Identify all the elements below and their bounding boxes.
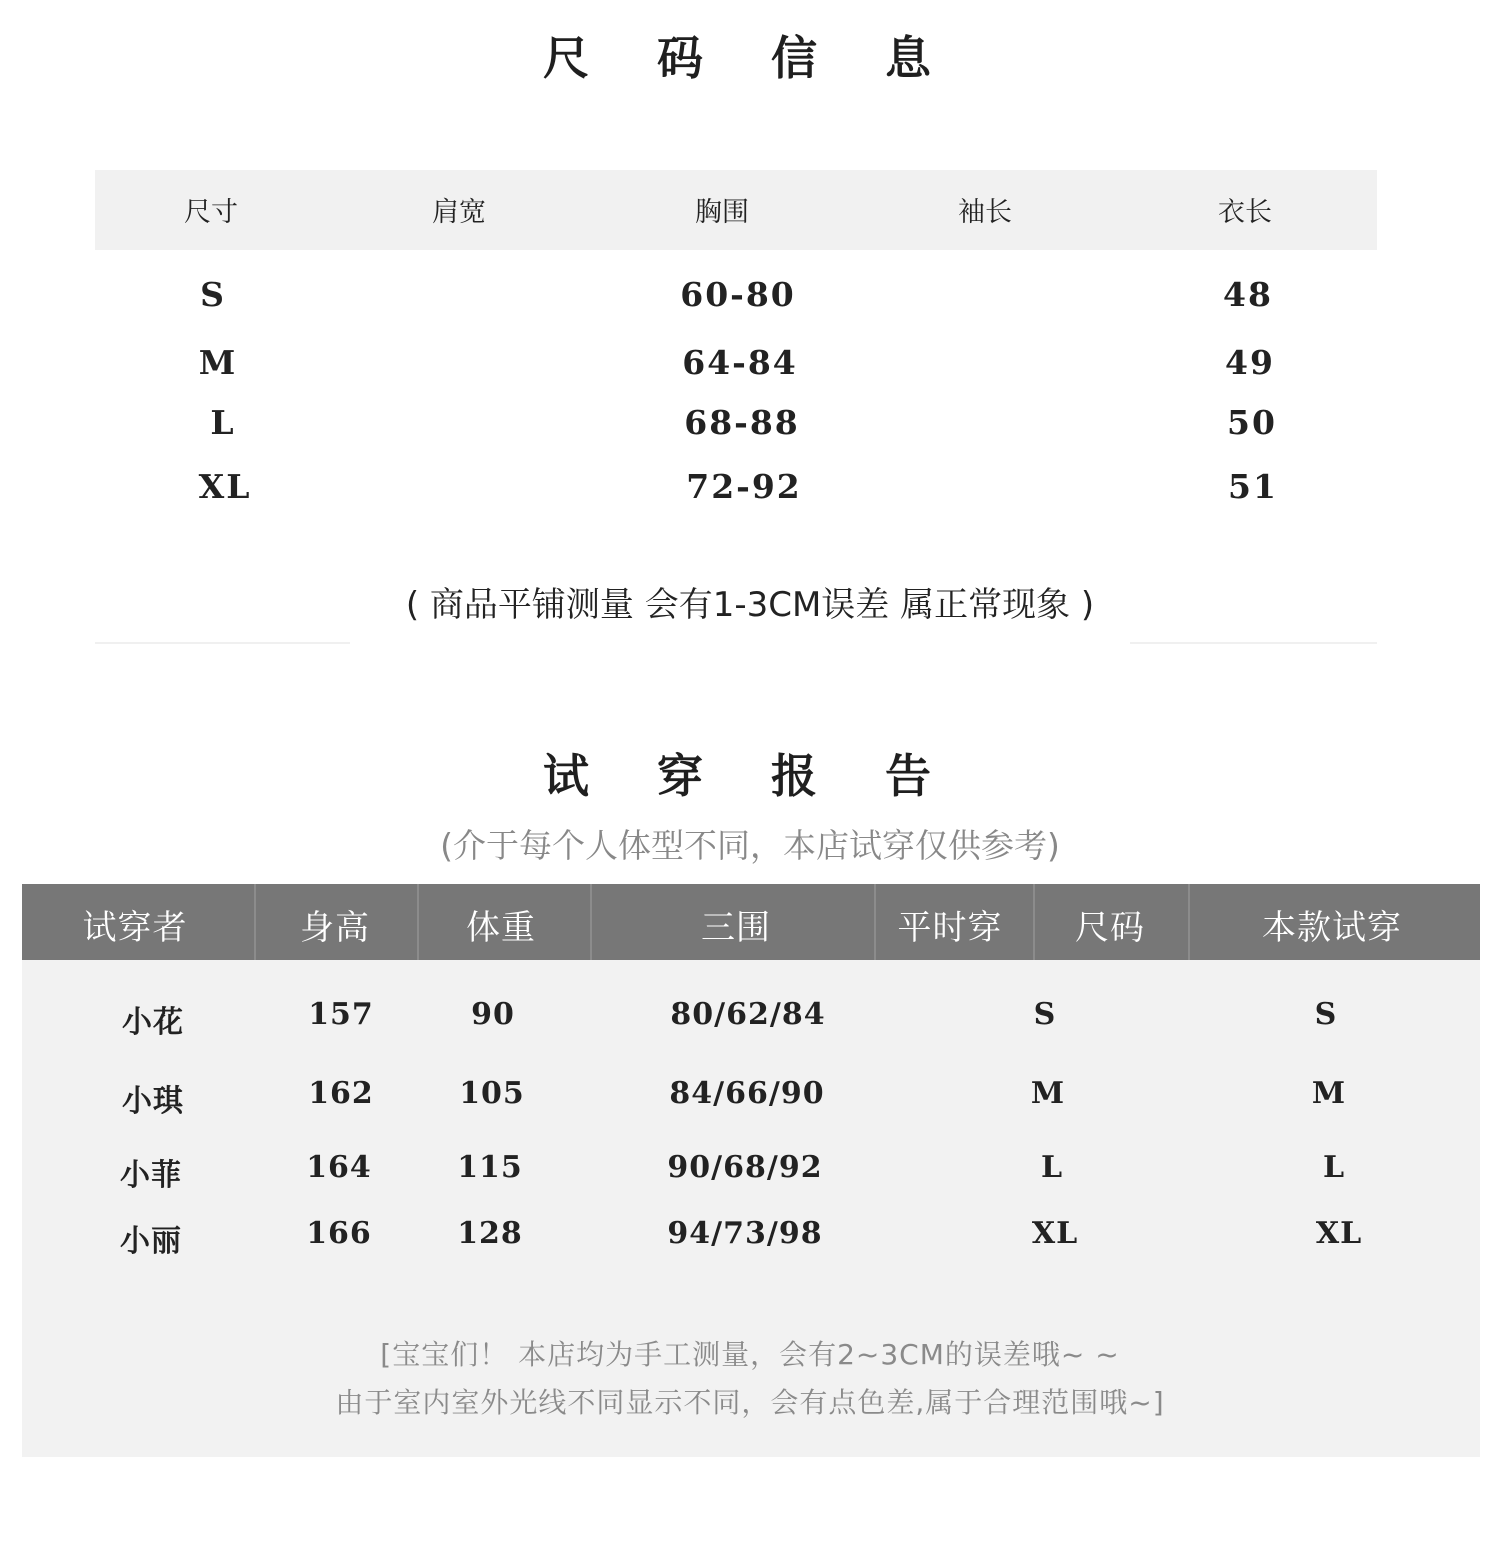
trial-row-measurements: 90/68/92 — [667, 1150, 823, 1185]
header-divider — [254, 884, 256, 960]
header-divider — [590, 884, 592, 960]
header-divider — [874, 884, 876, 960]
trial-row-size: XL — [1031, 1216, 1079, 1251]
size-row-size: M — [198, 343, 238, 382]
size-row-chest: 68-88 — [684, 403, 800, 442]
trial-report-subtitle: (介于每个人体型不同，本店试穿仅供参考) — [440, 826, 1060, 865]
size-row-length: 50 — [1227, 403, 1277, 442]
trial-row-size: L — [1040, 1150, 1064, 1185]
size-row-chest: 72-92 — [686, 467, 802, 506]
trial-row-weight: 128 — [457, 1216, 523, 1251]
trial-row-trial: S — [1314, 997, 1338, 1032]
size-info-title: 尺 码 信 息 — [542, 31, 958, 85]
trial-note-line2: 由于室内室外光线不同显示不同，会有点色差,属于合理范围哦~] — [335, 1386, 1165, 1419]
trial-header-measurements: 三围 — [701, 908, 771, 948]
size-header-sleeve: 袖长 — [958, 197, 1012, 228]
size-header-size: 尺寸 — [184, 197, 238, 228]
size-header-shoulder: 肩宽 — [432, 197, 486, 228]
trial-report-title: 试 穿 报 告 — [542, 749, 958, 803]
trial-row-weight: 105 — [459, 1076, 525, 1111]
trial-row-size: M — [1030, 1076, 1066, 1111]
trial-header-tester: 试穿者 — [82, 908, 188, 948]
size-row-size: S — [200, 275, 226, 314]
size-row-length: 49 — [1225, 343, 1275, 382]
size-header-chest: 胸围 — [695, 197, 749, 228]
trial-row-name: 小丽 — [120, 1224, 182, 1259]
trial-row-trial: XL — [1315, 1216, 1363, 1251]
trial-row-name: 小菲 — [120, 1158, 182, 1193]
trial-header-height: 身高 — [300, 908, 370, 948]
trial-header-trial: 本款试穿 — [1262, 908, 1402, 948]
trial-row-weight: 90 — [471, 997, 515, 1032]
size-row-length: 48 — [1223, 275, 1273, 314]
size-row-size: L — [210, 403, 236, 442]
divider-right — [1130, 642, 1377, 644]
trial-row-height: 166 — [306, 1216, 372, 1251]
trial-header-weight: 体重 — [466, 908, 536, 948]
trial-row-measurements: 80/62/84 — [670, 997, 826, 1032]
trial-header-usual: 平时穿 — [897, 908, 1003, 948]
trial-row-height: 164 — [306, 1150, 372, 1185]
trial-row-measurements: 94/73/98 — [667, 1216, 823, 1251]
trial-row-size: S — [1033, 997, 1057, 1032]
trial-row-trial: L — [1322, 1150, 1346, 1185]
trial-row-name: 小花 — [122, 1005, 184, 1040]
size-row-length: 51 — [1228, 467, 1278, 506]
trial-row-height: 157 — [308, 997, 374, 1032]
trial-row-weight: 115 — [457, 1150, 523, 1185]
size-header-length: 衣长 — [1218, 197, 1272, 228]
trial-row-measurements: 84/66/90 — [669, 1076, 825, 1111]
header-divider — [1033, 884, 1035, 960]
trial-row-trial: M — [1311, 1076, 1347, 1111]
size-row-chest: 64-84 — [682, 343, 798, 382]
measurement-note: ( 商品平铺测量 会有1-3CM误差 属正常现象 ) — [405, 585, 1095, 625]
trial-row-name: 小琪 — [122, 1084, 184, 1119]
divider-left — [95, 642, 350, 644]
trial-note-line1: [宝宝们！ 本店均为手工测量，会有2~3CM的误差哦~ ~ — [380, 1338, 1120, 1371]
trial-row-height: 162 — [308, 1076, 374, 1111]
header-divider — [1188, 884, 1190, 960]
header-divider — [417, 884, 419, 960]
size-row-size: XL — [198, 467, 252, 506]
size-row-chest: 60-80 — [680, 275, 796, 314]
trial-header-size: 尺码 — [1075, 908, 1145, 948]
